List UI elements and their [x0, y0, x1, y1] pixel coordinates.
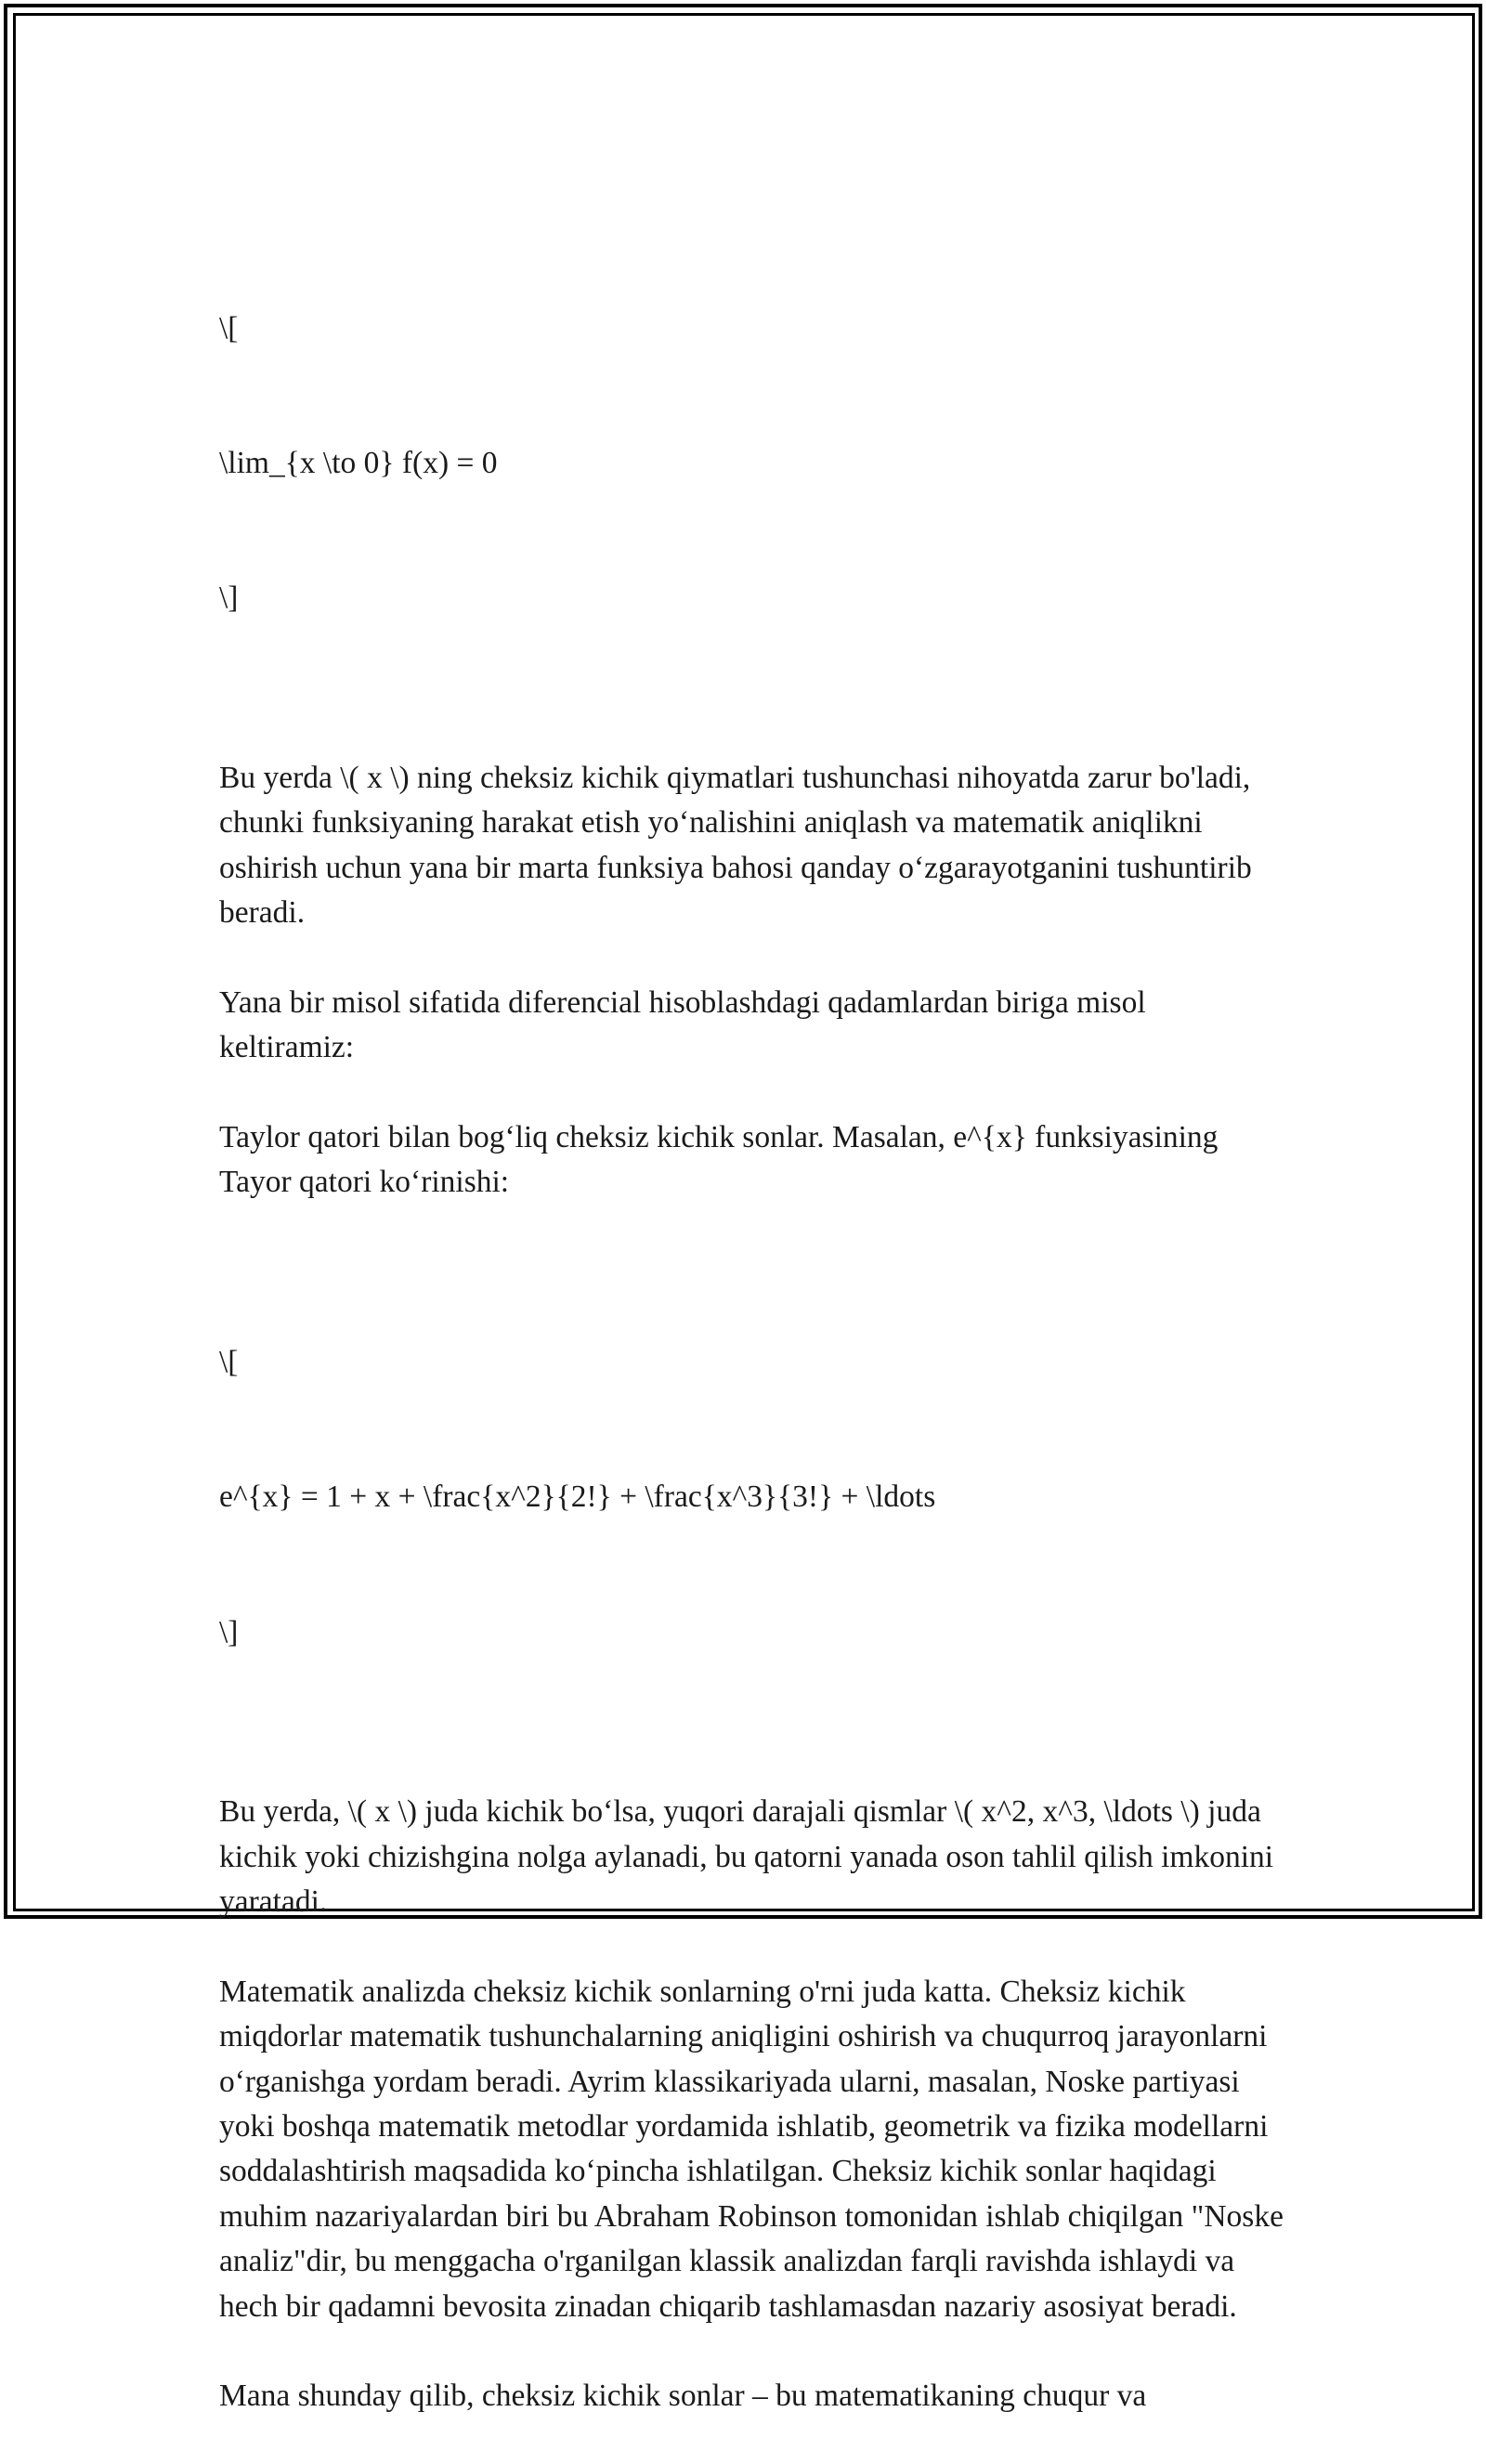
equation-open-delimiter: \[	[219, 310, 239, 345]
equation-limit-body: \lim_{x \to 0} f(x) = 0	[219, 446, 498, 481]
paragraph-conclusion-start: Mana shunday qilib, cheksiz kichik sonlar – bu matematikaning chuqur va	[219, 2379, 1147, 2414]
document-body	[219, 216, 1292, 2464]
paragraph-infinitesimal-values: Bu yerda \( x \) ning cheksiz kichik qiymatlari tushunchasi nihoyatda zarur bo'ladi, chunki funksiyaning harakat etish yo‘nalishini aniqlash va matematik aniqlikni oshirish uchun yana bir marta funksiya bahosi qanday o‘zgarayotganini tushuntirib beradi.	[219, 760, 1260, 931]
equation-open-delimiter: \[	[219, 1345, 239, 1380]
paragraph-differential-example: Yana bir misol sifatida diferencial hisoblashdagi qadamlardan biriga misol keltiramiz:	[219, 984, 1154, 1065]
paragraph-role-in-analysis: Matematik analizda cheksiz kichik sonlarning o'rni juda katta. Cheksiz kichik miqdorlar matematik tushunchalarning aniqligini oshirish va chuqurroq jarayonlarni o‘rganishga yordam beradi. Ayrim klassikariyada ularni, masalan, Noske partiyasi yoki boshqa matematik metodlar yordamida ishlatib, geometrik va fizika modellarni soddalashtirish maqsadida ko‘pincha ishlatilgan. Cheksiz kichik sonlar haqidagi muhim nazariyalardan biri bu Abraham Robinson tomonidan ishlab chiqilgan "Noske analiz"dir, bu menggacha o'rganilgan klassik analizdan farqli ravishda ishlaydi va hech bir qadamni bevosita zinadan chiqarib tashlamasdan nazariy asosiyat beradi.	[219, 1974, 1292, 2324]
equation-close-delimiter: \]	[219, 1614, 239, 1649]
equation-limit	[219, 216, 1287, 711]
equation-close-delimiter: \]	[219, 580, 239, 616]
paragraph-taylor-intro: Taylor qatori bilan bog‘liq cheksiz kichik sonlar. Masalan, e^{x} funksiyasining Tayor qatori ko‘rinishi:	[219, 1120, 1226, 1200]
paragraph-higher-order-terms: Bu yerda, \( x \) juda kichik bo‘lsa, yuqori darajali qismlar \( x^2, x^3, \ldots \) juda kichik yoki chizishgina nolga aylanadi, bu qatorni yanada oson tahlil qilish imkonini yaratadi.	[219, 1794, 1282, 1919]
equation-taylor-series	[219, 1250, 1287, 1744]
equation-taylor-body: e^{x} = 1 + x + \frac{x^2}{2!} + \frac{x^3}{3!} + \ldots	[219, 1480, 936, 1515]
